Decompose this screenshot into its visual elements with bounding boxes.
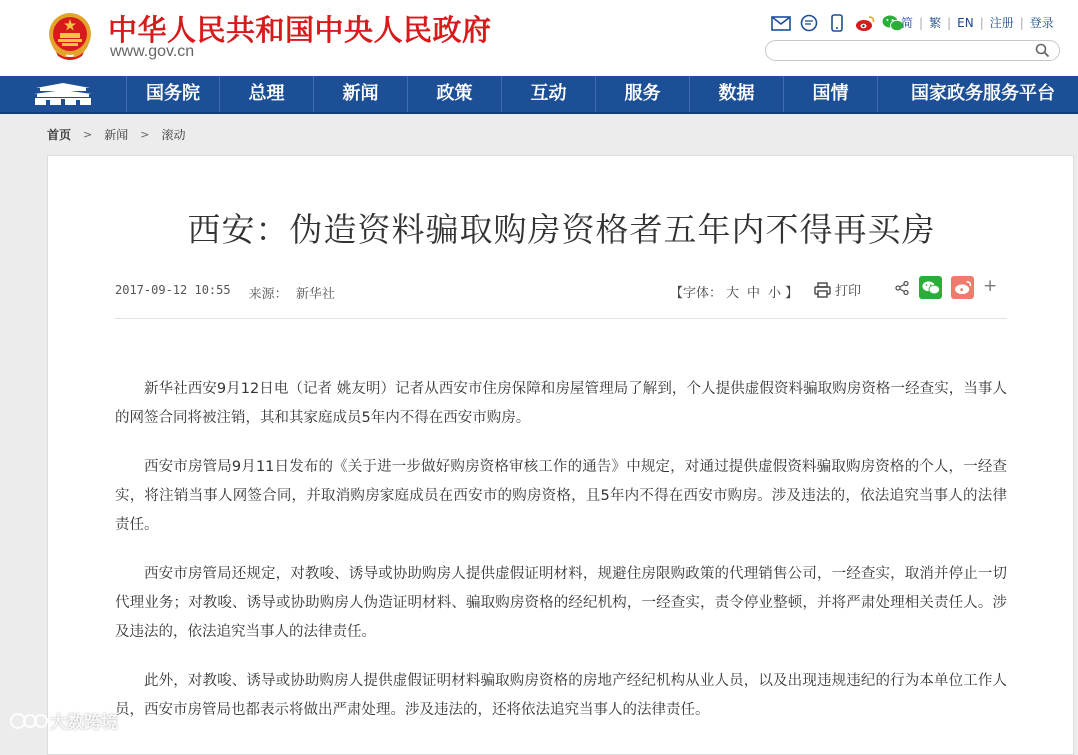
login-link[interactable]: 登录: [1029, 16, 1054, 30]
nav-item-interaction[interactable]: 互动: [501, 76, 595, 112]
search-input[interactable]: [776, 42, 1035, 61]
share-icon[interactable]: [894, 280, 910, 296]
nav-item-services[interactable]: 服务: [595, 76, 689, 112]
site-title[interactable]: 中华人民共和国中央人民政府: [108, 13, 492, 47]
print-label: 打印: [835, 284, 862, 299]
nav-home-button[interactable]: [0, 76, 126, 112]
watermark-text: 大数跨境: [50, 713, 118, 733]
breadcrumb-scroll[interactable]: 滚动: [161, 128, 186, 142]
mail-icon[interactable]: [770, 13, 792, 33]
nav-item-news[interactable]: 新闻: [313, 76, 407, 112]
share-bar: [894, 276, 997, 299]
top-links: 简 | 繁 | EN | 注册 | 登录: [898, 14, 1057, 31]
tiananmen-icon: [32, 82, 94, 106]
article-paragraph: 西安市房管局9月11日发布的《关于进一步做好购房资格审核工作的通告》中规定，对通过提供虚假资料骗取购房资格的个人，一经查实，将注销当事人网签合同，并取消购房家庭成员在西安市的购房资格，且5年内不得在西安市购房。涉及违法的，依法追究当事人的法律责任。: [115, 459, 1007, 533]
traditional-link[interactable]: 繁: [929, 16, 942, 30]
font-size-label-close: 】: [785, 286, 799, 301]
message-icon[interactable]: [798, 13, 820, 33]
chevron-right-icon: >: [140, 128, 150, 141]
share-wechat-icon[interactable]: [919, 276, 942, 299]
print-button[interactable]: [814, 280, 861, 299]
article-body: [115, 375, 1007, 745]
watermark: [10, 708, 118, 733]
watermark-logo-icon: [10, 710, 50, 732]
nav-item-national-info[interactable]: 国情: [783, 76, 877, 112]
register-link[interactable]: 注册: [989, 16, 1014, 30]
simplified-link[interactable]: 简: [901, 16, 914, 30]
site-url[interactable]: www.gov.cn: [110, 43, 195, 60]
article-paragraph: 此外，对教唆、诱导或协助购房人提供虚假证明材料骗取购房资格的房地产经纪机构从业人员，以及出现违规违纪的行为本单位工作人员，西安市房管局也都表示将做出严肃处理。涉及违法的，还将依法追究当事人的法律责任。: [115, 673, 1007, 718]
nav-item-data[interactable]: 数据: [689, 76, 783, 112]
search-icon[interactable]: [1035, 43, 1050, 58]
article-paragraph: 新华社西安9月12日电（记者 姚友明）记者从西安市住房保障和房屋管理局了解到，个人提供虚假资料骗取购房资格一经查实，当事人的网签合同将被注销，其和其家庭成员5年内不得在西安市购房。: [115, 381, 1007, 426]
article-meta: [115, 283, 335, 302]
font-size-small[interactable]: 小: [768, 286, 782, 301]
top-icon-bar: [770, 12, 904, 34]
nav-item-premier[interactable]: 总理: [219, 76, 313, 112]
weibo-icon[interactable]: [854, 13, 876, 33]
font-size-label: 【字体：: [670, 286, 723, 301]
chevron-right-icon: >: [83, 128, 93, 141]
meta-divider: [115, 318, 1007, 319]
english-link[interactable]: EN: [957, 15, 974, 30]
source-label: 来源：: [248, 287, 288, 302]
article-card: [47, 155, 1074, 755]
nav-item-policy[interactable]: 政策: [407, 76, 501, 112]
article-title: 西安：伪造资料骗取购房资格者五年内不得再买房: [187, 210, 936, 249]
national-emblem-icon[interactable]: [46, 10, 94, 62]
breadcrumb-news[interactable]: 新闻: [104, 128, 129, 142]
nav-items: [126, 76, 1078, 112]
font-size-large[interactable]: 大: [726, 286, 740, 301]
search-box: [765, 40, 1060, 61]
nav-item-state-council[interactable]: 国务院: [126, 76, 219, 112]
article-paragraph: 西安市房管局还规定，对教唆、诱导或协助购房人提供虚假证明材料，规避住房限购政策的代理销售公司，一经查实，取消并停止一切代理业务；对教唆、诱导或协助购房人伪造证明材料、骗取购房资格的经纪机构，一经查实，责令停业整顿，并将严肃处理相关责任人。涉及违法的，依法追究当事人的法律责任。: [115, 566, 1007, 640]
share-more-icon[interactable]: +: [983, 275, 998, 296]
breadcrumb-home[interactable]: 首页: [47, 128, 72, 142]
printer-icon: [814, 282, 831, 298]
breadcrumb: [47, 126, 185, 143]
share-weibo-icon[interactable]: [951, 276, 974, 299]
font-size-control: [670, 282, 798, 301]
site-header: [0, 0, 1078, 76]
font-size-medium[interactable]: 中: [747, 286, 761, 301]
main-nav: [0, 76, 1078, 114]
source-name: 新华社: [295, 287, 335, 302]
publish-date: 2017-09-12 10:55: [115, 283, 231, 297]
mobile-icon[interactable]: [826, 13, 848, 33]
nav-item-gov-service-platform[interactable]: 国家政务服务平台: [877, 76, 1078, 112]
source: [249, 283, 335, 302]
